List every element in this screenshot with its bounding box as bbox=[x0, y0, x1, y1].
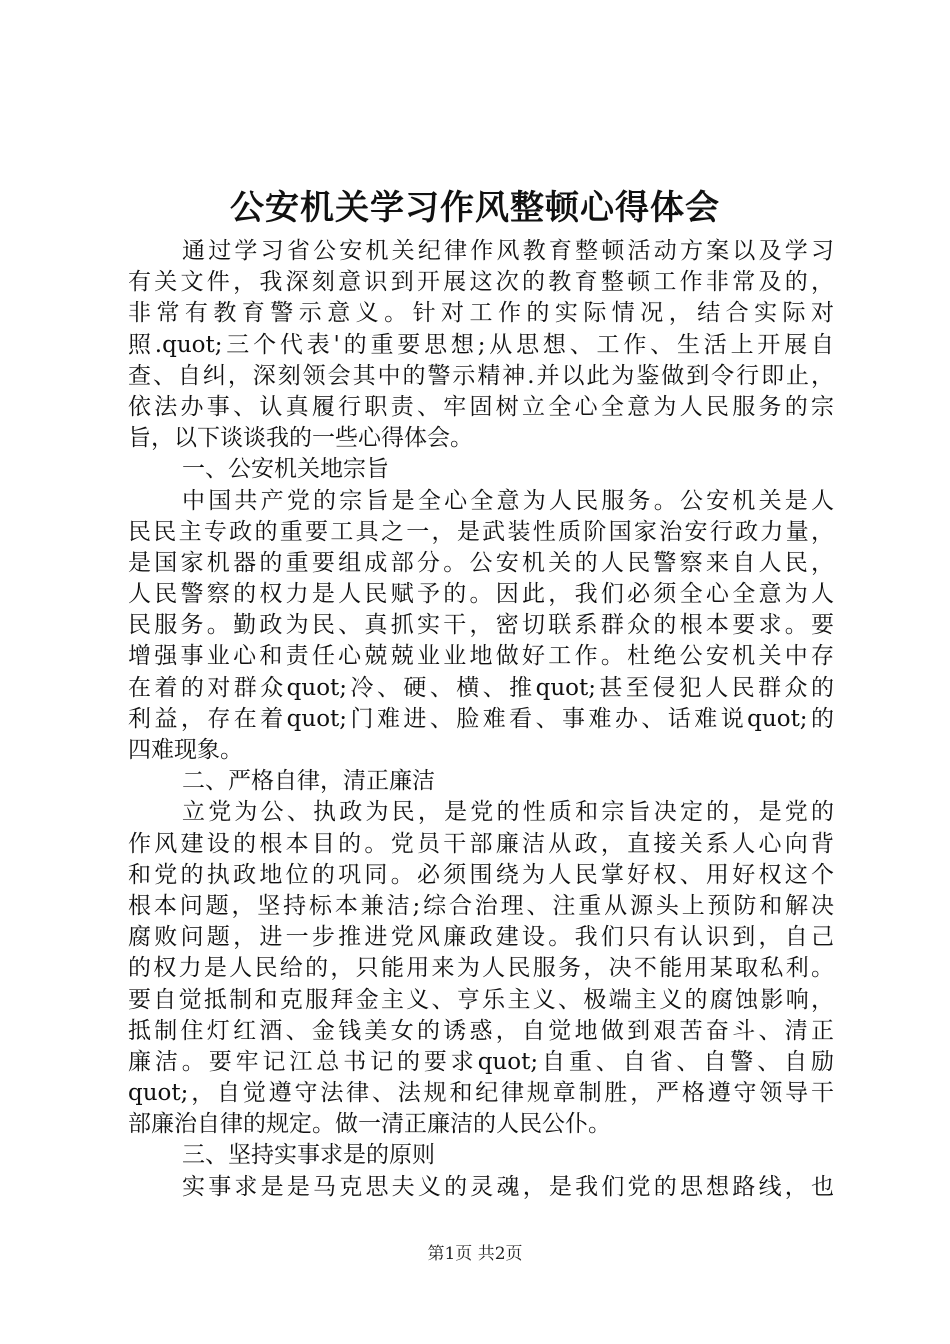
text-line: 查、自纠，深刻领会其中的警示精神.并以此为鉴做到令行即止， bbox=[128, 362, 834, 389]
text-line: 立党为公、执政为民，是党的性质和宗旨决定的，是党的 bbox=[182, 799, 834, 826]
text-line: 的权力是人民给的，只能用来为人民服务，决不能用某取私利。 bbox=[128, 955, 834, 982]
text-line: 三、坚持实事求是的原则 bbox=[182, 1142, 435, 1169]
text-line: 腐败问题，进一步推进党风廉政建设。我们只有认识到，自己 bbox=[128, 924, 834, 951]
text-line: 二、严格自律，清正廉洁 bbox=[182, 768, 435, 795]
text-line: 抵制住灯红酒、金钱美女的诱惑，自觉地做到艰苦奋斗、清正 bbox=[128, 1017, 834, 1044]
text-line: 依法办事、认真履行职责、牢固树立全心全意为人民服务的宗 bbox=[128, 393, 834, 420]
text-line: 在着的对群众quot;冷、硬、横、推quot;甚至侵犯人民群众的 bbox=[128, 674, 834, 701]
text-line: 根本问题，坚持标本兼洁;综合治理、注重从源头上预防和解决 bbox=[128, 892, 834, 919]
text-line: 是国家机器的重要组成部分。公安机关的人民警察来自人民， bbox=[128, 549, 834, 576]
text-line: 实事求是是马克思夫义的灵魂，是我们党的思想路线，也 bbox=[182, 1173, 834, 1200]
document-title: 公安机关学习作风整顿心得体会 bbox=[230, 188, 720, 228]
text-line: 人民警察的权力是人民赋予的。因此，我们必须全心全意为人 bbox=[128, 581, 834, 608]
text-line: 民民主专政的重要工具之一，是武装性质阶国家治安行政力量， bbox=[128, 518, 834, 545]
text-line: 廉洁。要牢记江总书记的要求quot;自重、自省、自警、自励 bbox=[128, 1048, 834, 1075]
text-line: 和党的执政地位的巩同。必须围绕为人民掌好权、用好权这个 bbox=[128, 861, 834, 888]
text-line: 要自觉抵制和克服拜金主义、亨乐主义、极端主义的腐蚀影响， bbox=[128, 986, 834, 1013]
text-line: 中国共产党的宗旨是全心全意为人民服务。公安机关是人 bbox=[182, 487, 834, 514]
text-line: quot;，自觉遵守法律、法规和纪律规章制胜，严格遵守领导干 bbox=[128, 1080, 834, 1107]
text-line: 有关文件，我深刻意识到开展这次的教育整顿工作非常及的， bbox=[128, 269, 834, 296]
text-line: 旨，以下谈谈我的一些心得体会。 bbox=[128, 425, 473, 452]
document-body bbox=[128, 236, 834, 1203]
text-line: 非常有教育警示意义。针对工作的实际情况，结合实际对 bbox=[128, 300, 834, 327]
text-line: 一、公安机关地宗旨 bbox=[182, 456, 389, 483]
page-footer: 第1页 共2页 bbox=[427, 1244, 523, 1264]
text-line: 增强事业心和责任心兢兢业业地做好工作。杜绝公安机关中存 bbox=[128, 643, 834, 670]
text-line: 民服务。勤政为民、真抓实干，密切联系群众的根本要求。要 bbox=[128, 612, 834, 639]
text-line: 四难现象。 bbox=[128, 737, 243, 763]
text-line: 部廉治自律的规定。做一清正廉洁的人民公仆。 bbox=[128, 1111, 611, 1138]
text-line: 照.quot;三个代表'的重要思想;从思想、工作、生活上开展自 bbox=[128, 331, 834, 358]
text-line: 利益，存在着quot;门难进、脸难看、事难办、话难说quot;的 bbox=[128, 705, 834, 732]
text-line: 作风建设的根本目的。党员干部廉洁从政，直接关系人心向背 bbox=[128, 830, 834, 857]
text-line: 通过学习省公安机关纪律作风教育整顿活动方案以及学习 bbox=[182, 238, 834, 264]
